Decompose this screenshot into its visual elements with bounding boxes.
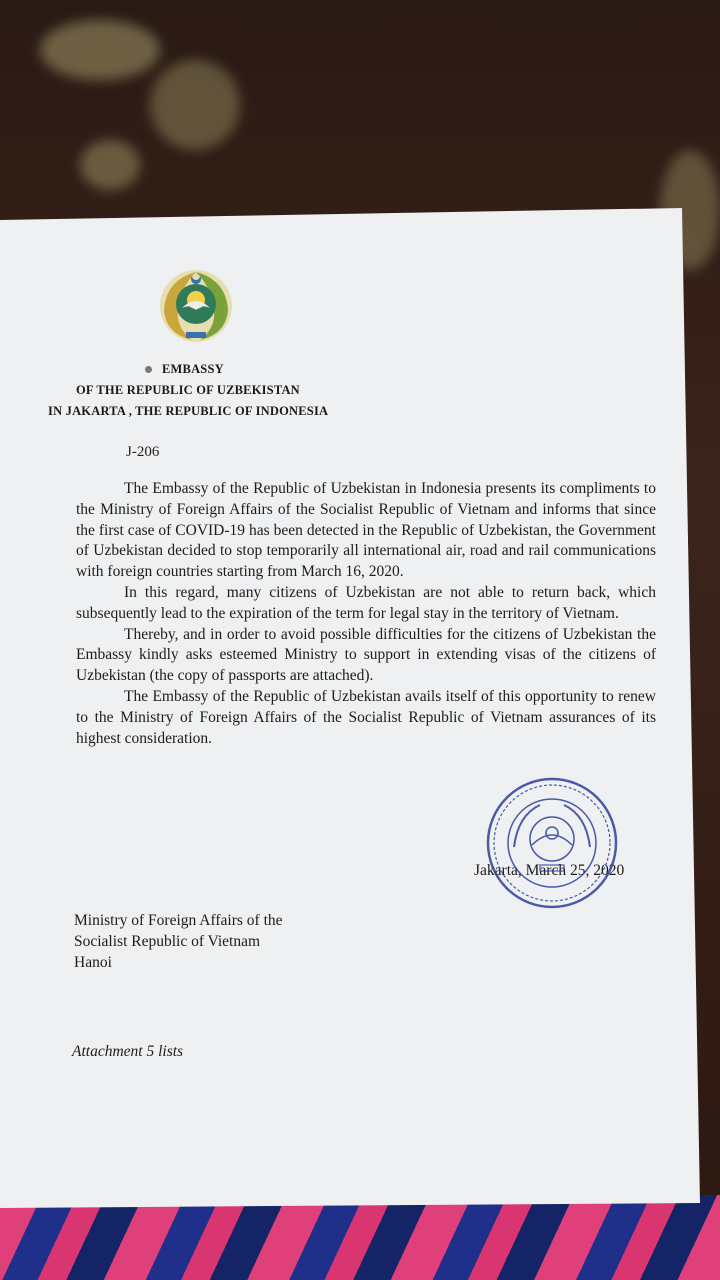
uzbekistan-emblem-icon [156,264,236,344]
reference-number: J-206 [126,444,160,460]
background-texture [150,60,240,150]
paragraph: In this regard, many citizens of Uzbekistan are not able to return back, which subsequently lead to the expiration of the term for legal stay in the territory of Vietnam. [76,583,656,622]
addressee-line: Socialist Republic of Vietnam [74,933,261,950]
header-location: IN JAKARTA , THE REPUBLIC OF INDONESIA [48,404,329,418]
addressee-line: Hanoi [74,954,112,971]
paragraph: The Embassy of the Republic of Uzbekistan in Indonesia presents its compliments to the Ministry of Foreign Affairs of the Socialist Republic of Vietnam and informs that since the first case of COVID-19 has been detected in the Republic of Uzbekistan, the Government of Uzbekistan decided to stop temporarily all international air, road and rail communications with foreign countries starting from March 16, 2020. [76,480,656,581]
letter-body [76,479,656,749]
fabric-background [0,1195,720,1280]
decorative-dot [145,366,152,373]
background-texture [80,140,140,190]
addressee-block [74,910,283,973]
addressee-line: Ministry of Foreign Affairs of the [74,912,283,929]
background-texture [40,20,160,80]
letter-date: Jakarta, March 25, 2020 [474,862,625,879]
embassy-seal-stamp [484,775,620,911]
attachment-note: Attachment 5 lists [72,1043,184,1060]
paragraph: The Embassy of the Republic of Uzbekistan avails itself of this opportunity to renew to the Ministry of Foreign Affairs of the Socialist Republic of Vietnam assurances of its highest consideration. [76,687,656,747]
header-country: OF THE REPUBLIC OF UZBEKISTAN [76,383,300,397]
header-embassy: EMBASSY [162,362,224,376]
paragraph: Thereby, and in order to avoid possible difficulties for the citizens of Uzbekistan the Embassy kindly asks esteemed Ministry to support in extending visas of the citizens of Uzbekistan (the copy of passports are attached). [76,625,656,685]
